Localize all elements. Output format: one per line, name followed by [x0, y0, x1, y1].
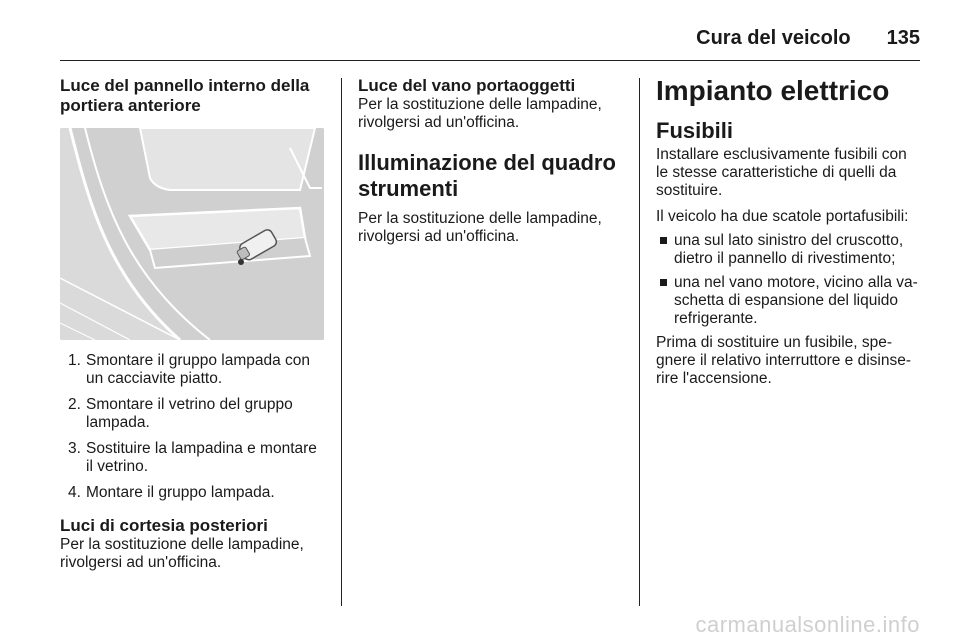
door-light-drawing [60, 128, 324, 340]
instrument-heading: Illuminazione del quadro strumenti [358, 150, 616, 201]
column-divider-1 [341, 78, 342, 606]
column-1 [60, 76, 326, 572]
fusebox-list [656, 232, 922, 328]
list-item: una sul lato sinistro del cruscotto, dietro il pannello di rivestimento; [656, 232, 922, 268]
list-item: 3. Sostituire la lampadina e montare il vetrino. [68, 440, 317, 475]
square-bullet-icon [660, 237, 667, 244]
replacement-steps [60, 352, 326, 502]
rear-courtesy-text: Per la sostituzione delle lampadine, rivolgersi ad un'officina. [60, 536, 304, 571]
header-rule [60, 60, 920, 61]
section-title: Cura del veicolo [696, 26, 851, 49]
fuses-para-3: Prima di sostituire un fusibile, spe-gnere il relativo interruttore e disinse-rire l'accensione. [656, 334, 912, 387]
instrument-text: Per la sostituzione delle lampadine, rivolgersi ad un'officina. [358, 210, 602, 245]
fuses-heading: Fusibili [656, 118, 733, 143]
electrical-heading: Impianto elettrico [656, 75, 890, 106]
page-header [60, 16, 920, 60]
square-bullet-icon [660, 279, 667, 286]
door-panel-illustration [60, 128, 324, 340]
column-2 [358, 76, 624, 246]
fuses-para-1: Installare esclusivamente fusibili con le stesse caratteristiche di quelli da sostituire. [656, 146, 907, 199]
glovebox-heading: Luce del vano portaoggetti [358, 76, 576, 95]
glovebox-text: Per la sostituzione delle lampadine, rivolgersi ad un'officina. [358, 96, 602, 131]
list-item: 2. Smontare il vetrino del gruppo lampada. [68, 396, 293, 431]
column-3 [656, 76, 922, 388]
list-item: 4. Montare il gruppo lampada. [68, 484, 275, 501]
list-item: 1. Smontare il gruppo lampada con un cacciavite piatto. [68, 352, 311, 387]
rear-courtesy-heading: Luci di cortesia posteriori [60, 516, 268, 535]
page-number: 135 [886, 26, 920, 49]
list-item: una nel vano motore, vicino alla va-schetta di espansione del liquido refrigerante. [656, 274, 922, 328]
door-panel-light-heading: Luce del pannello interno della portiera anteriore [60, 76, 310, 115]
watermark: carmanualsonline.info [695, 612, 920, 637]
column-divider-2 [639, 78, 640, 606]
fuses-para-2: Il veicolo ha due scatole portafusibili: [656, 208, 909, 225]
